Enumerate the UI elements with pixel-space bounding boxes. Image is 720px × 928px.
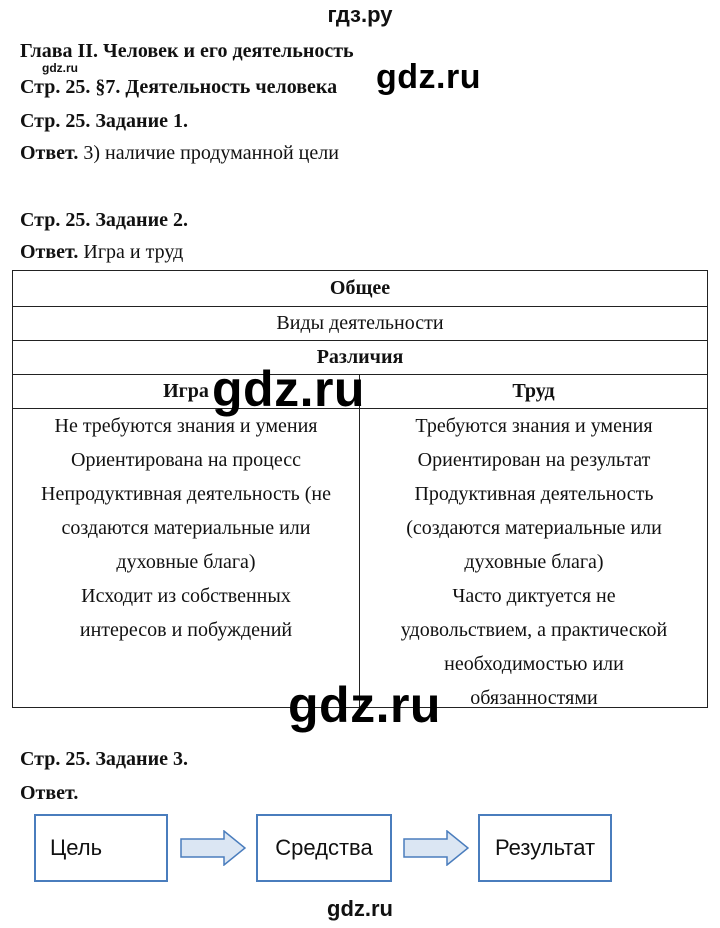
- task1-answer-text: 3) наличие продуманной цели: [78, 142, 339, 164]
- table-line: обязанностями: [470, 687, 598, 709]
- table-line: Не требуются знания и умения: [54, 415, 318, 437]
- task1-answer-label: Ответ.: [20, 142, 79, 164]
- table-line: Ориентирована на процесс: [71, 449, 301, 471]
- table-header-differences: Различия: [13, 341, 707, 375]
- watermark-logo: gdz.ru: [212, 361, 365, 417]
- task3-answer-label: Ответ.: [20, 782, 79, 804]
- task3-title: Стр. 25. Задание 3.: [20, 748, 188, 770]
- task1-answer: [20, 140, 339, 166]
- table-line: Требуются знания и умения: [415, 415, 653, 437]
- game-features-cell: [13, 409, 359, 647]
- table-line: интересов и побуждений: [79, 619, 293, 641]
- site-watermark-bottom: gdz.ru: [327, 896, 393, 921]
- flow-box-means: Средства: [256, 814, 392, 882]
- task1-title: Стр. 25. Задание 1.: [20, 110, 188, 132]
- table-line: Ориентирован на результат: [417, 449, 651, 471]
- section-title: Стр. 25. §7. Деятельность человека: [20, 76, 338, 98]
- table-header-common: Общее: [13, 271, 707, 307]
- table-common-value: Виды деятельности: [13, 307, 707, 341]
- table-line: создаются материальные или: [61, 517, 311, 539]
- chapter-title: Глава II. Человек и его деятельность: [20, 40, 354, 62]
- table-line: Часто диктуется не: [452, 585, 616, 607]
- table-line: удовольствием, а практической: [400, 619, 668, 641]
- flow-box-result: Результат: [478, 814, 612, 882]
- comparison-table: [12, 270, 708, 708]
- right-arrow-icon: [403, 830, 469, 866]
- site-watermark-small: gdz.ru: [42, 61, 78, 75]
- site-watermark-top: гдз.ру: [327, 2, 393, 27]
- table-line: духовные блага): [116, 551, 256, 573]
- task2-title: Стр. 25. Задание 2.: [20, 209, 188, 231]
- table-line: духовные блага): [464, 551, 604, 573]
- table-line: Исходит из собственных: [81, 585, 291, 607]
- work-features-cell: [360, 409, 708, 715]
- watermark-logo: gdz.ru: [288, 677, 441, 733]
- task2-answer: [20, 239, 183, 265]
- flow-box-goal: Цель: [34, 814, 168, 882]
- table-line: Непродуктивная деятельность (не: [41, 483, 331, 505]
- column-header-game: Игра: [163, 380, 209, 402]
- table-line: (создаются материальные или: [406, 517, 662, 539]
- task2-answer-label: Ответ.: [20, 241, 79, 263]
- column-header-work: Труд: [512, 380, 555, 402]
- table-line: Продуктивная деятельность: [414, 483, 654, 505]
- flow-diagram: [30, 808, 624, 888]
- task2-answer-text: Игра и труд: [78, 241, 184, 263]
- right-arrow-icon: [180, 830, 246, 866]
- table-line: необходимостью или: [444, 653, 624, 675]
- watermark-logo: gdz.ru: [376, 58, 481, 96]
